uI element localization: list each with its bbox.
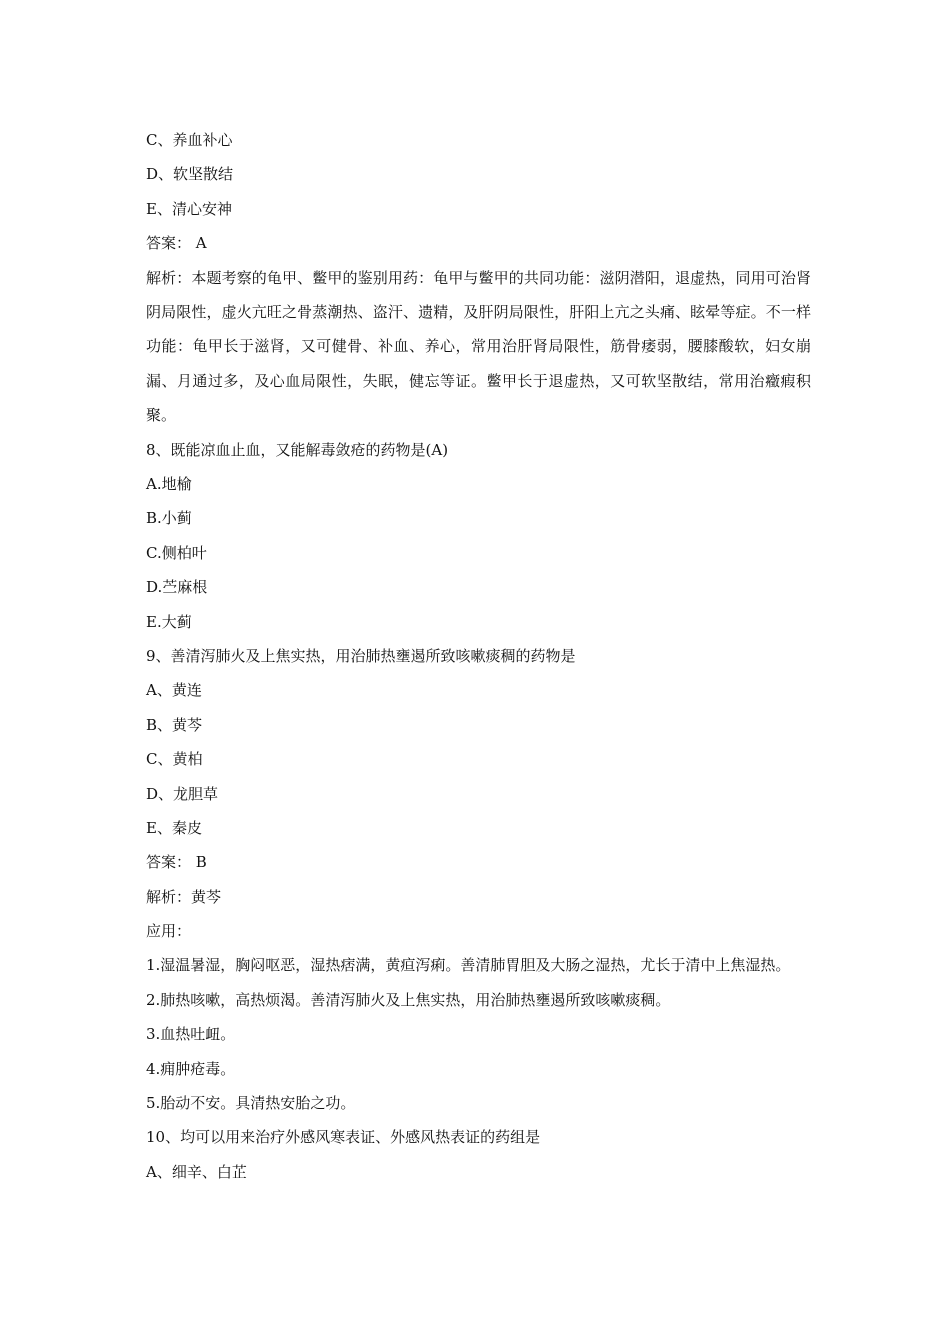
q9-option-b: B、黄芩 [146, 715, 203, 734]
q9-application-item-1: 1.湿温暑湿，胸闷呕恶，湿热痞满，黄疸泻痢。善清肺胃胆及大肠之湿热，尤长于清中上焦湿热。 [146, 956, 791, 975]
q9-application-item-3: 3.血热吐衄。 [146, 1025, 236, 1044]
q9-application-label: 应用： [146, 922, 192, 941]
document-content [146, 123, 811, 1189]
q8-option-e: E.大蓟 [146, 612, 192, 631]
q7-analysis: 解析：本题考察的龟甲、鳖甲的鉴别用药：龟甲与鳖甲的共同功能：滋阴潜阳，退虚热，同用可治肾阴局限性，虚火亢旺之骨蒸潮热、盗汗、遗精，及肝阴局限性，肝阳上亢之头痛、眩晕等症。不一样功能：龟甲长于滋肾，又可健骨、补血、养心，常用治肝肾局限性，筋骨痿弱，腰膝酸软，妇女崩漏、月通过多，及心血局限性，失眠，健忘等证。鳖甲长于退虚热，又可软坚散结，常用治癥瘕积聚。 [146, 268, 811, 425]
q9-option-a: A、黄连 [146, 681, 202, 700]
q9-answer: 答案： B [146, 853, 207, 872]
q9-option-c: C、黄柏 [146, 750, 203, 769]
q8-option-c: C.侧柏叶 [146, 543, 207, 562]
q9-application-item-4: 4.痈肿疮毒。 [146, 1059, 236, 1078]
q9-analysis: 解析：黄芩 [146, 887, 222, 906]
q9-application-item-2: 2.肺热咳嗽，高热烦渴。善清泻肺火及上焦实热，用治肺热壅遏所致咳嗽痰稠。 [146, 990, 671, 1009]
q9-option-e: E、秦皮 [146, 818, 202, 837]
q10-title: 10、均可以用来治疗外感风寒表证、外感风热表证的药组是 [146, 1128, 541, 1147]
q8-option-b: B.小蓟 [146, 509, 192, 528]
q7-option-e: E、清心安神 [146, 199, 232, 218]
q8-option-a: A.地榆 [146, 474, 192, 493]
q7-option-d: D、软坚散结 [146, 165, 234, 184]
q8-option-d: D.苎麻根 [146, 578, 208, 597]
q10-option-a: A、细辛、白芷 [146, 1162, 247, 1181]
q7-option-c: C、养血补心 [146, 131, 233, 149]
q8-title: 8、既能凉血止血，又能解毒敛疮的药物是(A) [146, 440, 449, 459]
q9-application-item-5: 5.胎动不安。具清热安胎之功。 [146, 1094, 356, 1113]
q9-title: 9、善清泻肺火及上焦实热，用治肺热壅遏所致咳嗽痰稠的药物是 [146, 646, 576, 665]
q7-answer: 答案： A [146, 234, 207, 253]
q9-option-d: D、龙胆草 [146, 784, 219, 803]
